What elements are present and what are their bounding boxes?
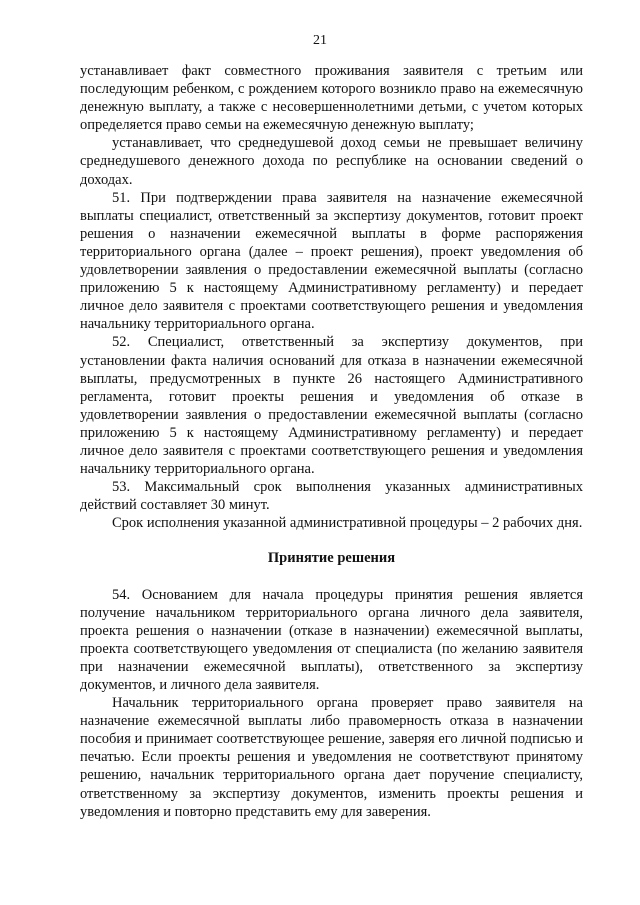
paragraph-cohabitation: устанавливает факт совместного проживания заявителя с третьим или последующим ребенком, с рождением которого возникло право на ежемесячную денежную выплату, а также с несовершеннолетними детьми, с учетом которых определяется право семьи на ежемесячную денежную выплату; (80, 63, 583, 134)
paragraph-head-verification: Начальник территориального органа проверяет право заявителя на назначение ежемесячной выплаты либо правомерность отказа в назначении пособия и принимает соответствующее решение, заверяя его личной подписью и печатью. Если проекты решения и уведомления не соответствуют принятому решению, начальник территориального органа дает поручение специалисту, ответственному за экспертизу документов, изменить проекты решения и уведомления и повторно представить ему для заверения. (80, 695, 583, 820)
page-number: 21 (313, 33, 327, 48)
document-body (80, 62, 583, 821)
paragraph-income: устанавливает, что среднедушевой доход семьи не превышает величину среднедушевого денежного дохода по республике на основании сведений о доходах. (80, 135, 583, 188)
paragraph-53: 53. Максимальный срок выполнения указанных административных действий составляет 30 минут. (80, 479, 583, 514)
paragraph-procedure-term: Срок исполнения указанной административной процедуры – 2 рабочих дня. (112, 515, 583, 532)
paragraph-54: 54. Основанием для начала процедуры принятия решения является получение начальником территориального органа личного дела заявителя, проекта решения о назначении (отказе в назначении) ежемесячной выплаты, проекта соответствующего уведомления от специалиста (по желанию заявителя при назначении ежемесячной выплаты), ответственного за экспертизу документов, и личного дела заявителя. (80, 586, 583, 693)
paragraph-51: 51. При подтверждении права заявителя на назначение ежемесячной выплаты специалист, ответственный за экспертизу документов, готовит проект решения о назначении ежемесячной выплаты в форме распоряжения территориального органа (далее – проект решения), проект уведомления об удовлетворении заявления о предоставлении ежемесячной выплаты (согласно приложению 5 к настоящему Административному регламенту) и передает личное дело заявителя с проектами соответствующего решения и уведомления начальнику территориального органа. (80, 189, 583, 333)
paragraph-52: 52. Специалист, ответственный за экспертизу документов, при установлении факта наличия оснований для отказа в назначении ежемесячной выплаты, предусмотренных в пункте 26 настоящего Административного регламента, готовит проекты решения и уведомления об отказе в удовлетворении заявления о предоставлении ежемесячной выплаты (согласно приложению 5 к настоящему Административному регламенту) и передает личное дело заявителя с проектами соответствующего решения и уведомления начальнику территориального органа. (80, 334, 583, 478)
section-heading: Принятие решения (267, 550, 396, 567)
